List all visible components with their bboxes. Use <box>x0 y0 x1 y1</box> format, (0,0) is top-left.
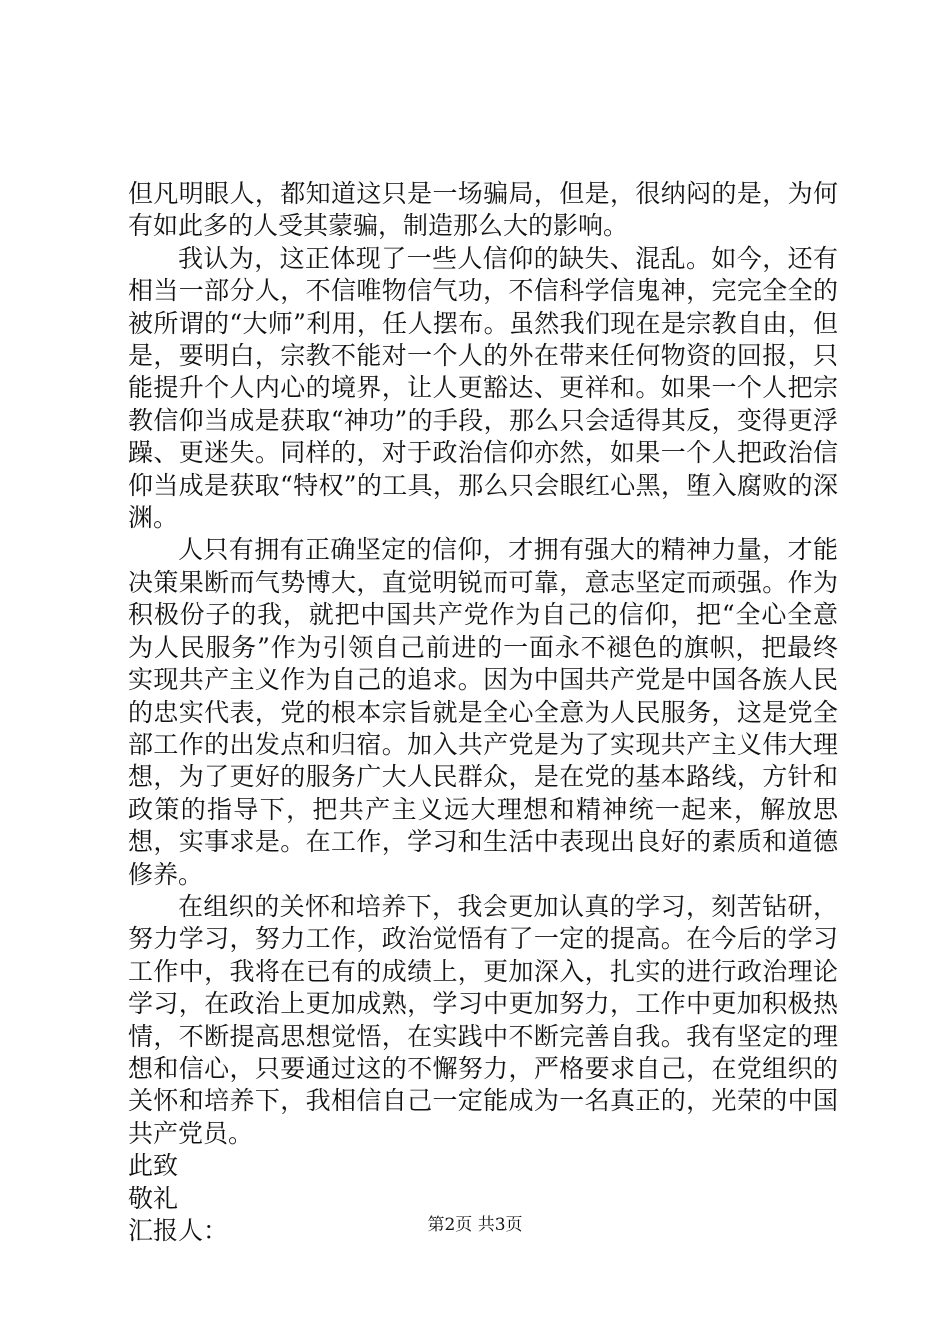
document-body <box>128 178 838 1247</box>
paragraph-2: 我认为，这正体现了一些人信仰的缺失、混乱。如今，还有相当一部分人，不信唯物信气功，不信科学信鬼神，完完全全的被所谓的“大师”利用，任人摆布。虽然我们现在是宗教自由，但是，要明白，宗教不能对一个人的外在带来任何物资的回报，只能提升个人内心的境界，让人更豁达、更祥和。如果一个人把宗教信仰当成是获取“神功”的手段，那么只会适得其反，变得更浮躁、更迷失。同样的，对于政治信仰亦然，如果一个人把政治信仰当成是获取“特权”的工具，那么只会眼红心黑，堕入腐败的深渊。 <box>128 243 838 533</box>
closing-salutation: 此致 <box>128 1151 179 1181</box>
paragraph-3: 人只有拥有正确坚定的信仰，才拥有强大的精神力量，才能决策果断而气势博大，直觉明锐而可靠，意志坚定而顽强。作为积极份子的我，就把中国共产党作为自己的信仰，把“全心全意为人民服务”作为引领自己前进的一面永不褪色的旗帜，把最终实现共产主义作为自己的追求。因为中国共产党是中国各族人民的忠实代表，党的根本宗旨就是全心全意为人民服务，这是党全部工作的出发点和归宿。加入共产党是为了实现共产主义伟大理想，为了更好的服务广大人民群众，是在党的基本路线，方针和政策的指导下，把共产主义远大理想和精神统一起来，解放思想，实事求是。在工作，学习和生活中表现出良好的素质和道德修养。 <box>128 535 838 889</box>
closing-regards: 敬礼 <box>128 1183 179 1213</box>
reporter-label: 汇报人： <box>128 1216 229 1245</box>
page-number-footer: 第2页 共3页 <box>427 1215 523 1235</box>
paragraph-1: 但凡明眼人，都知道这只是一场骗局，但是，很纳闷的是，为何有如此多的人受其蒙骗，制造那么大的影响。 <box>128 179 838 241</box>
paragraph-4: 在组织的关怀和培养下，我会更加认真的学习，刻苦钻研，努力学习，努力工作，政治觉悟有了一定的提高。在今后的学习工作中，我将在已有的成绩上，更加深入，扎实的进行政治理论学习，在政治上更加成熟，学习中更加努力，工作中更加积极热情，不断提高思想觉悟，在实践中不断完善自我。我有坚定的理想和信心，只要通过这的不懈努力，严格要求自己，在党组织的关怀和培养下，我相信自己一定能成为一名真正的，光荣的中国共产党员。 <box>128 891 838 1148</box>
